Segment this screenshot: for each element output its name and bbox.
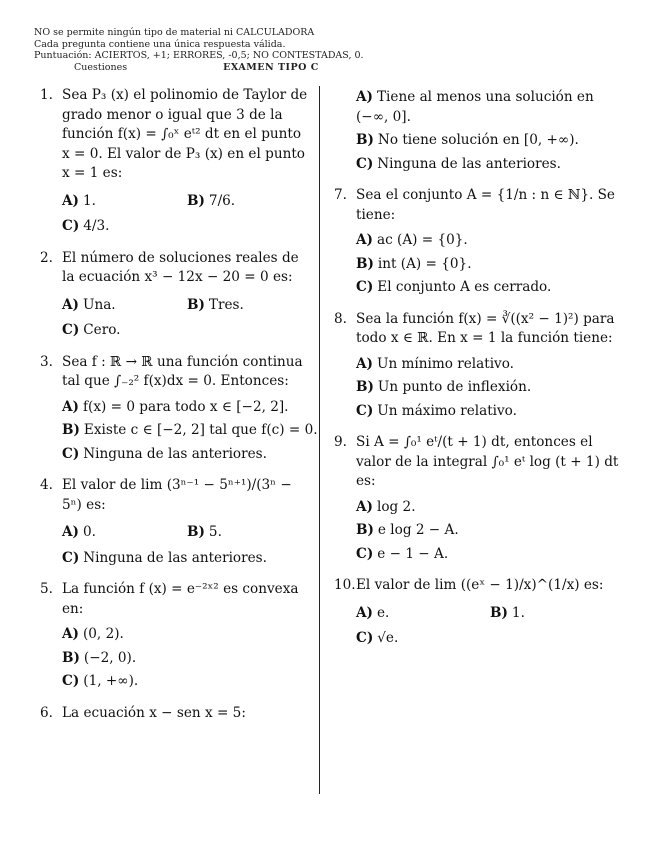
- question-number: 1.: [40, 87, 53, 103]
- option-c[interactable]: C) Ninguna de las anteriores.: [356, 155, 561, 172]
- option-b[interactable]: B) Tres.: [187, 296, 244, 313]
- question-stem: La ecuación x − sen x = 5:: [62, 704, 246, 721]
- question-10: [334, 576, 624, 649]
- question-6-options: [334, 88, 624, 174]
- question-stem: El valor de lim (3ⁿ⁻¹ − 5ⁿ⁺¹)/(3ⁿ − 5ⁿ) es:: [62, 477, 292, 513]
- option-a[interactable]: A) ac (A) = {0}.: [356, 232, 468, 248]
- question-5: [40, 580, 312, 692]
- option-c[interactable]: C) Ninguna de las anteriores.: [62, 445, 267, 462]
- rule-single-answer: Cada pregunta contiene una única respuesta válida.: [34, 38, 286, 50]
- question-stem: Sea f : ℝ → ℝ una función continua tal que ∫₋₂² f(x)dx = 0. Entonces:: [62, 353, 303, 389]
- question-9: [334, 433, 624, 564]
- question-stem: Sea P₃ (x) el polinomio de Taylor de grado menor o igual que 3 de la función f(x) = ∫₀ˣ eᵗ² dt en el punto x = 0. El valor de P₃ (x) en el punto x = 1 es:: [62, 87, 308, 181]
- option-b[interactable]: B) e log 2 − A.: [356, 522, 459, 538]
- question-number: 7.: [334, 187, 347, 203]
- option-a[interactable]: A) log 2.: [356, 498, 416, 515]
- option-c[interactable]: C) Ninguna de las anteriores.: [62, 549, 267, 566]
- question-2: [40, 249, 312, 341]
- question-stem: Sea el conjunto A = {1/n : n ∈ ℕ}. Se tiene:: [356, 187, 615, 223]
- exam-type: EXAMEN TIPO C: [223, 61, 319, 73]
- option-a[interactable]: A) Una.: [62, 296, 116, 313]
- option-a[interactable]: A) (0, 2).: [62, 626, 124, 642]
- question-6: [40, 704, 312, 724]
- option-c[interactable]: C) El conjunto A es cerrado.: [356, 279, 552, 295]
- exam-header: [34, 27, 364, 73]
- column-divider: [319, 86, 320, 794]
- option-c[interactable]: C) Un máximo relativo.: [356, 402, 517, 419]
- question-stem: Si A = ∫₀¹ eᵗ/(t + 1) dt, entonces el valor de la integral ∫₀¹ eᵗ log (t + 1) dt es:: [356, 434, 619, 489]
- question-8: [334, 310, 624, 422]
- question-number: 4.: [40, 477, 53, 493]
- question-3: [40, 353, 318, 465]
- question-4: [40, 476, 312, 568]
- question-number: 8.: [334, 310, 347, 327]
- option-c[interactable]: C) 4/3.: [62, 218, 110, 234]
- option-b[interactable]: B) 5.: [187, 524, 222, 540]
- option-c[interactable]: C) Cero.: [62, 322, 121, 338]
- question-number: 9.: [334, 434, 347, 450]
- option-b[interactable]: B) Existe c ∈ [−2, 2] tal que f(c) = 0.: [62, 422, 318, 438]
- question-number: 10.: [334, 577, 356, 593]
- option-a[interactable]: A) f(x) = 0 para todo x ∈ [−2, 2].: [62, 398, 289, 415]
- section-label: Cuestiones: [74, 61, 128, 73]
- option-c[interactable]: C) e − 1 − A.: [356, 545, 449, 562]
- question-stem: El valor de lim ((eˣ − 1)/x)^(1/x) es:: [356, 577, 604, 593]
- question-7: [334, 186, 624, 298]
- rule-scoring: Puntuación: ACIERTOS, +1; ERRORES, -0,5; NO CONTESTADAS, 0.: [34, 50, 364, 61]
- option-b[interactable]: B) No tiene solución en [0, +∞).: [356, 132, 579, 148]
- question-number: 5.: [40, 581, 53, 597]
- question-number: 3.: [40, 353, 53, 370]
- option-a[interactable]: A) Un mínimo relativo.: [356, 355, 515, 372]
- left-column: [40, 86, 318, 735]
- question-number: 2.: [40, 249, 53, 266]
- option-c[interactable]: C) √e.: [356, 630, 399, 646]
- right-column: [334, 86, 624, 661]
- option-b[interactable]: B) (−2, 0).: [62, 649, 137, 666]
- question-stem: Sea la función f(x) = ∛((x² − 1)²) para todo x ∈ ℝ. En x = 1 la función tiene:: [356, 310, 615, 346]
- option-a[interactable]: A) e.: [356, 604, 390, 621]
- question-1: [40, 86, 312, 237]
- option-a[interactable]: A) 0.: [62, 524, 96, 540]
- option-b[interactable]: B) 7/6.: [187, 192, 236, 209]
- question-stem: La función f (x) = e⁻²ˣ² es convexa en:: [62, 581, 299, 617]
- rule-no-calculator: NO se permite ningún tipo de material ni CALCULADORA: [34, 27, 315, 38]
- option-a[interactable]: A) 1.: [62, 192, 96, 209]
- option-c[interactable]: C) (1, +∞).: [62, 673, 139, 689]
- question-number: 6.: [40, 704, 53, 721]
- option-b[interactable]: B) Un punto de inflexión.: [356, 379, 532, 395]
- option-a[interactable]: A) Tiene al menos una solución en (−∞, 0].: [356, 89, 594, 125]
- option-b[interactable]: B) 1.: [490, 604, 525, 621]
- question-stem: El número de soluciones reales de la ecuación x³ − 12x − 20 = 0 es:: [62, 249, 299, 285]
- option-b[interactable]: B) int (A) = {0}.: [356, 255, 472, 272]
